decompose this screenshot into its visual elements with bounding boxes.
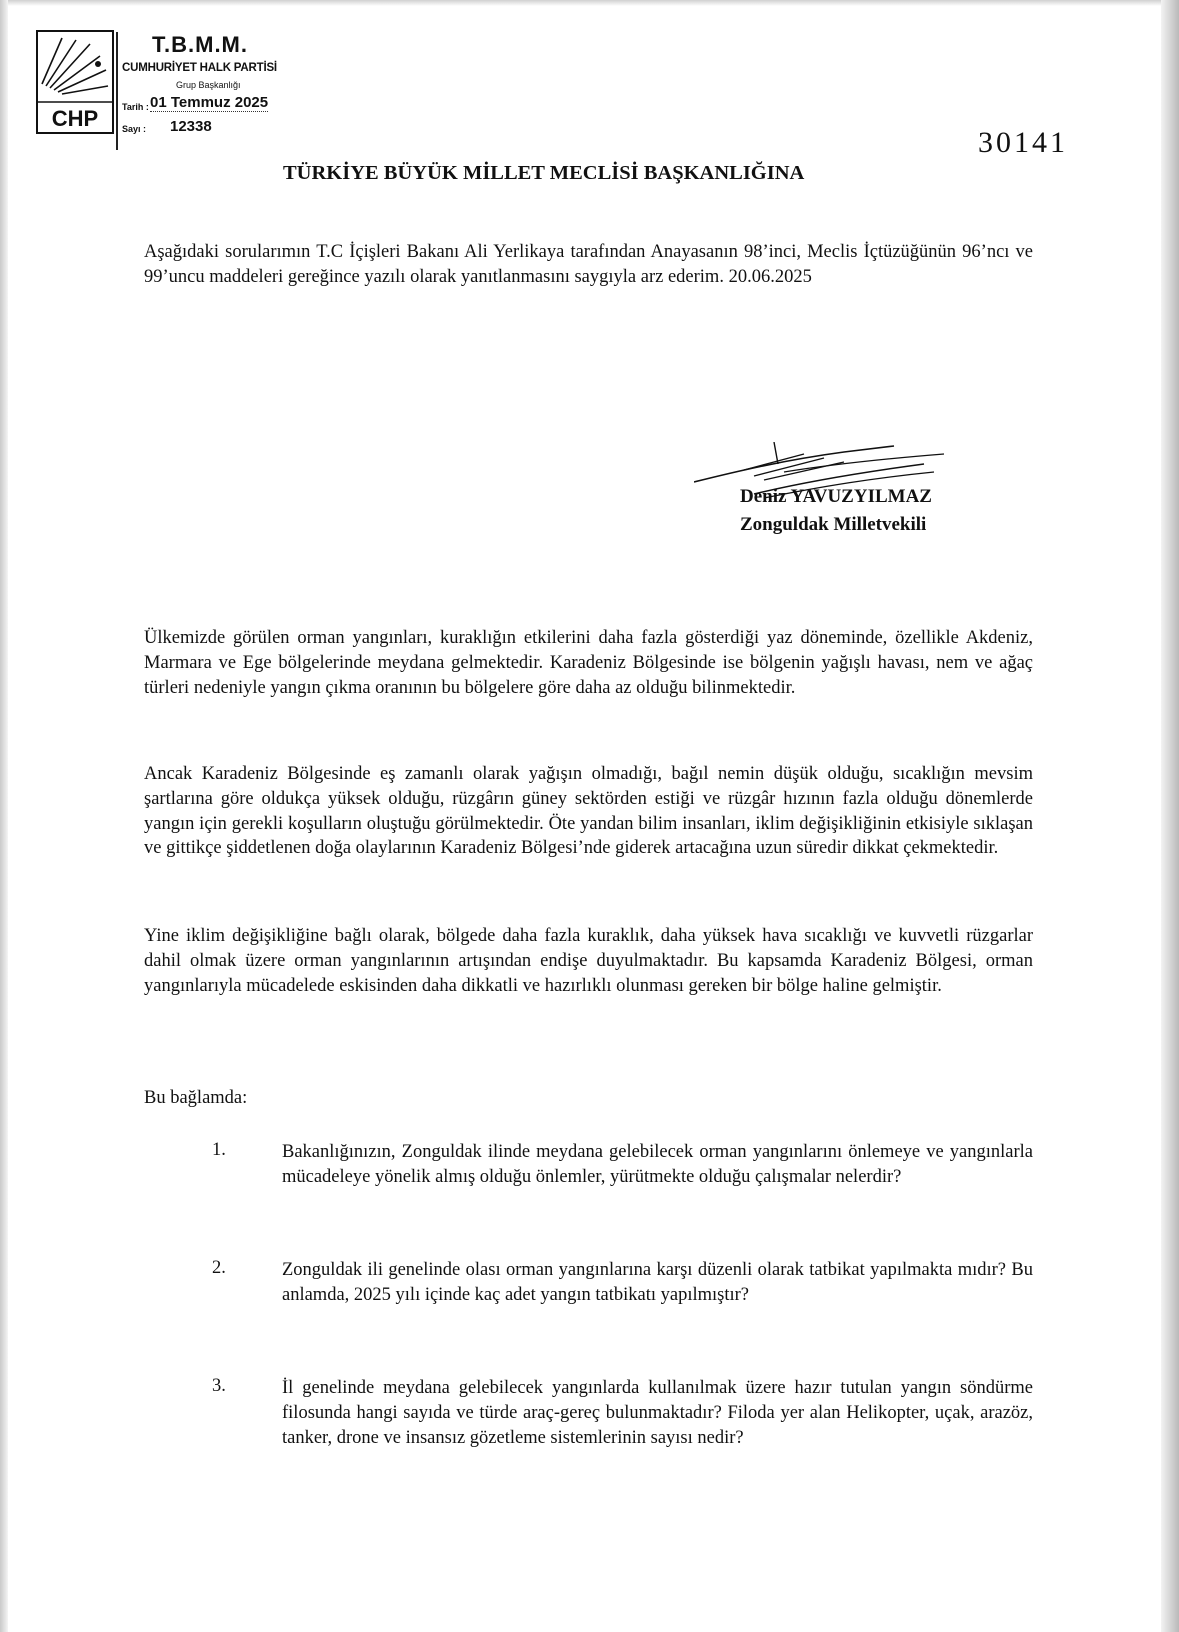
logo-text: CHP bbox=[51, 106, 99, 131]
page-edge-right bbox=[1161, 0, 1179, 1632]
stamp-number-label: Sayı : bbox=[122, 124, 147, 134]
chp-logo bbox=[36, 30, 114, 134]
body-paragraph-2: Ancak Karadeniz Bölgesinde eş zamanlı olarak yağışın olmadığı, bağıl nemin düşük olduğu, sıcaklığın mevsim şartlarına göre oldukça yüksek olduğu, rüzgârın güney sektörden estiği ve rüzgâr hızının fazla olduğu dönemlerde yangın için gerekli koşulların oluştuğu görülmektedir. Öte yandan bilim insanları, iklim değişikliğinin etkisiyle sıklaşan ve gittikçe şiddetlenen doğa olaylarının Karadeniz Bölgesi’nde giderek artacağına uzun süredir dikkat çekmektedir. bbox=[144, 764, 1033, 859]
stamp-group: Grup Başkanlığı bbox=[176, 80, 241, 90]
questions-lead: Bu bağlamda: bbox=[144, 1088, 248, 1108]
body-paragraph-1: Ülkemizde görülen orman yangınları, kuraklığın etkilerini daha fazla gösterdiği yaz döneminde, özellikle Akdeniz, Marmara ve Ege bölgelerinde meydana gelmektedir. Karadeniz Bölgesinde ise bölgenin yağışlı havası, nem ve ağaç türleri nedeniyle yangın çıkma oranının bu bölgelere göre daha az olduğu bilinmektedir. bbox=[144, 628, 1033, 698]
question-2-number: 2. bbox=[212, 1258, 226, 1278]
addressee-heading: TÜRKİYE BÜYÜK MİLLET MECLİSİ BAŞKANLIĞINA bbox=[283, 162, 805, 184]
question-2-text: Zonguldak ili genelinde olası orman yangınlarına karşı düzenli olarak tatbikat yapılmakta mıdır? Bu anlamda, 2025 yılı içinde kaç adet yangın tatbikatı yapılmıştır? bbox=[282, 1260, 1033, 1305]
question-1-text: Bakanlığınızın, Zonguldak ilinde meydana gelebilecek orman yangınlarını önlemeye ve yangınlarla mücadeleye yönelik almış olduğu önlemler, yürütmekte olduğu çalışmalar nelerdir? bbox=[282, 1142, 1033, 1187]
signer-title: Zonguldak Milletvekili bbox=[740, 514, 927, 535]
intro-paragraph: Aşağıdaki sorularımın T.C İçişleri Bakanı Ali Yerlikaya tarafından Anayasanın 98’inci, Meclis İçtüzüğünün 96’ncı ve 99’uncu maddeleri gereğince yazılı olarak yanıtlanmasını saygıyla arz ederim. 20.06.2025 bbox=[144, 242, 1033, 287]
document-number: 30141 bbox=[978, 126, 1068, 159]
stamp-party: CUMHURİYET HALK PARTİSİ bbox=[122, 62, 277, 74]
stamp-date: 01 Temmuz 2025 bbox=[150, 94, 269, 111]
stamp-number: 12338 bbox=[170, 118, 212, 135]
question-3-text: İl genelinde meydana gelebilecek yangınlarda kullanılmak üzere hazır tutulan yangın söndürme filosunda hangi sayıda ve türde araç-gereç bulunmaktadır? Filoda yer alan Helikopter, uçak, arazöz, tanker, drone ve insansız gözetleme sistemlerinin sayısı nedir? bbox=[282, 1378, 1033, 1448]
signer-name: Deniz YAVUZYILMAZ bbox=[740, 486, 932, 507]
stamp-title: T.B.M.M. bbox=[152, 32, 248, 57]
question-1-number: 1. bbox=[212, 1140, 226, 1160]
body-paragraph-3: Yine iklim değişikliğine bağlı olarak, bölgede daha fazla kuraklık, daha yüksek hava sıcaklığı ve kuvvetli rüzgarlar dahil olmak üzere orman yangınlarının artışından endişe duyulmaktadır. Bu kapsamda Karadeniz Bölgesi, orman yangınlarıyla mücadelede eskisinden daha dikkatli ve hazırlıklı olunması gereken bir bölge haline gelmiştir. bbox=[144, 926, 1033, 996]
registry-stamp bbox=[116, 30, 316, 150]
question-3-number: 3. bbox=[212, 1376, 226, 1396]
stamp-divider bbox=[116, 32, 118, 150]
stamp-date-label: Tarih : bbox=[122, 102, 149, 112]
page-edge-left bbox=[0, 0, 8, 1632]
page-edge-top bbox=[0, 0, 1179, 6]
